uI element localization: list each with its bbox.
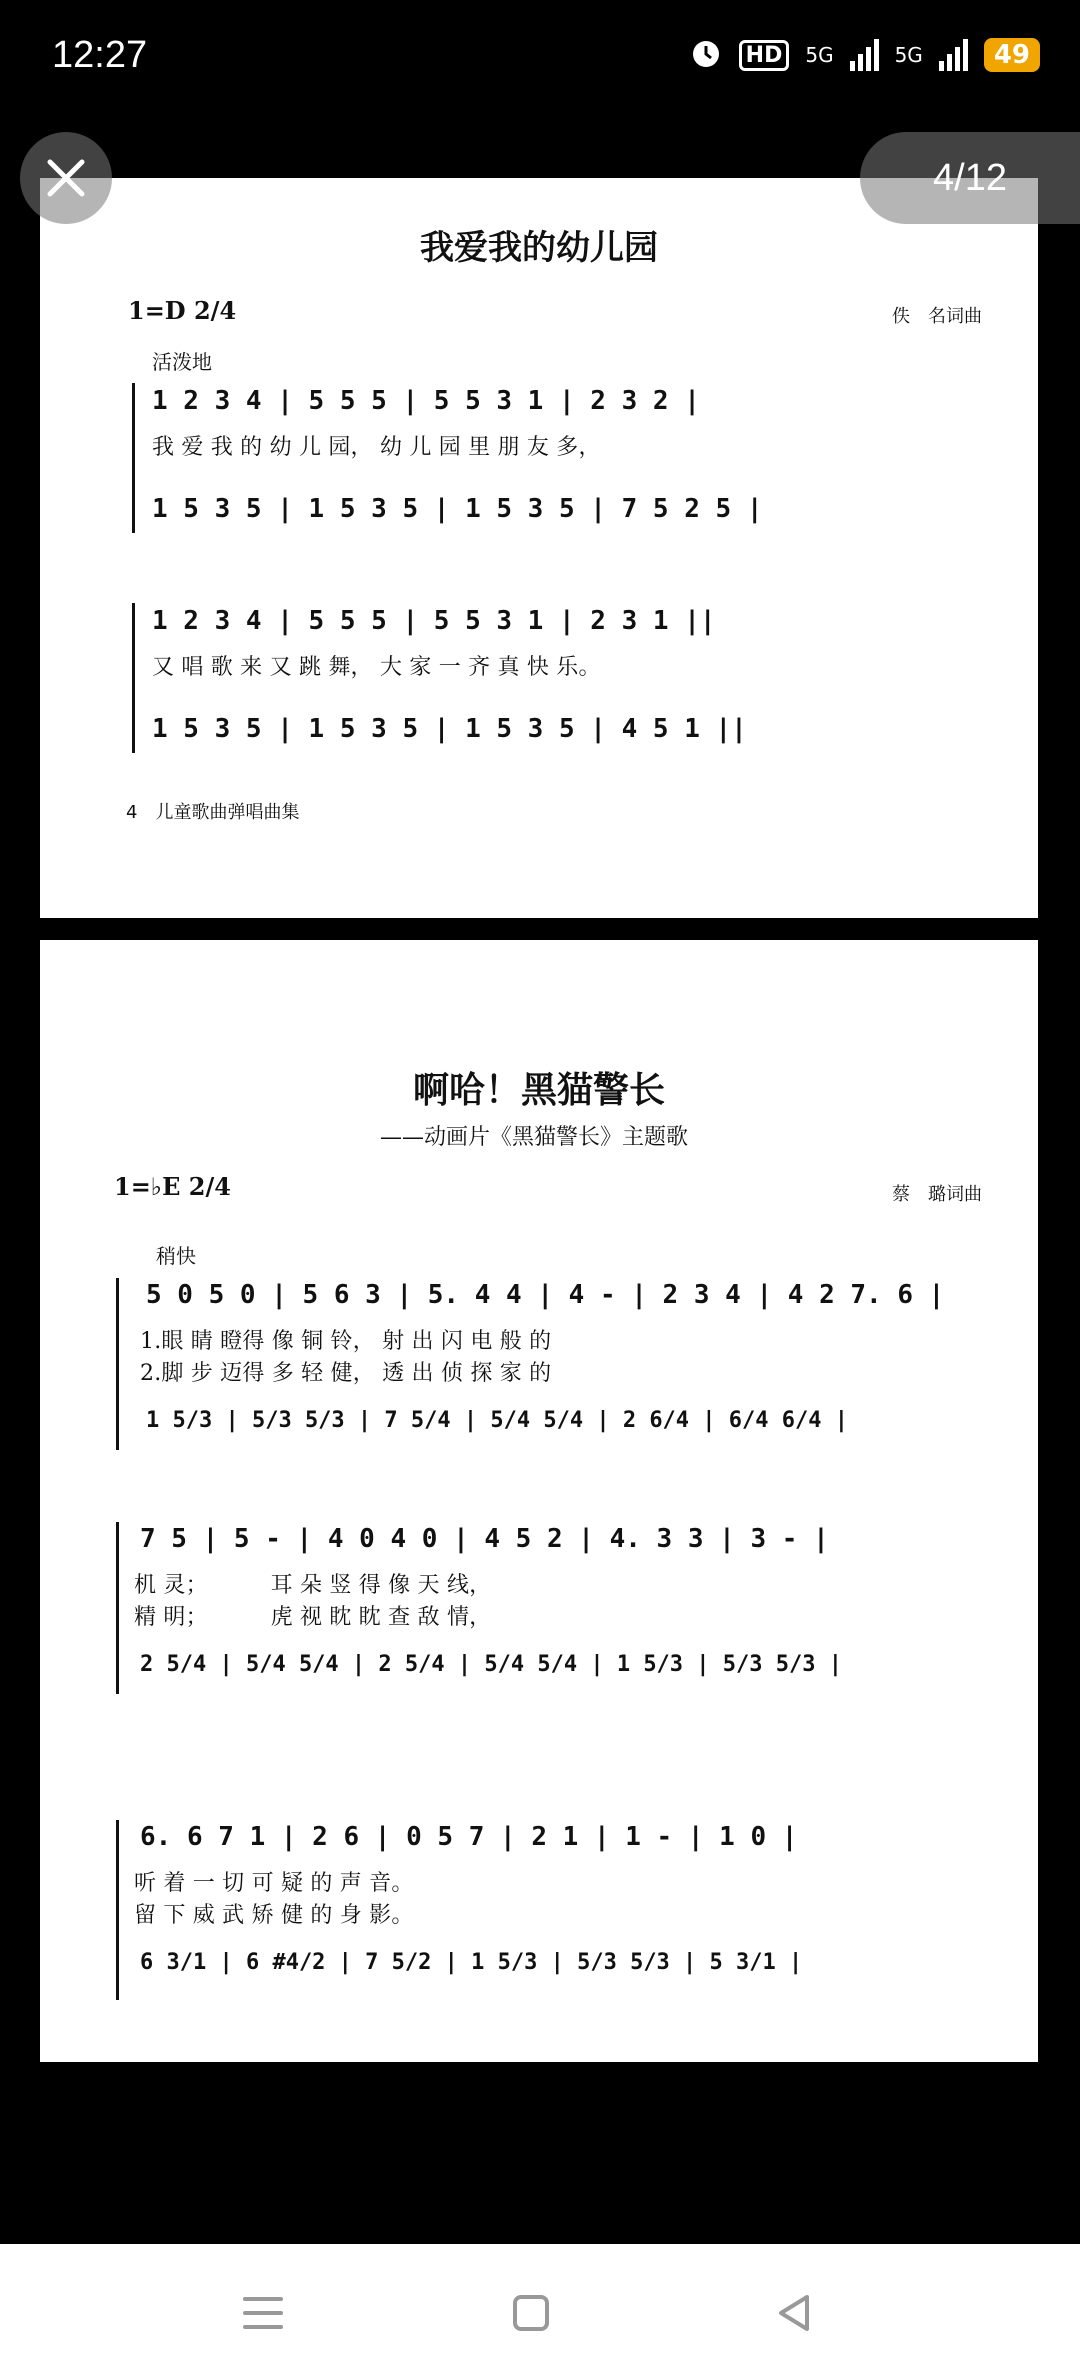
lyrics-verse-2: 精 明； 虎 视 眈 眈 查 敌 情， xyxy=(134,1605,492,1630)
status-bar xyxy=(0,0,1080,120)
melody-line: 1 2 3 4 | 5 5 5 | 5 5 3 1 | 2 3 1 || xyxy=(152,606,716,636)
signal-icon-2 xyxy=(939,39,968,71)
accompaniment-line: 6 3/1 | 6 #4/2 | 7 5/2 | 1 5/3 | 5/3 5/3 | 5 3/1 | xyxy=(140,1950,803,1975)
alarm-icon xyxy=(689,36,723,74)
back-button[interactable] xyxy=(760,2278,830,2348)
menu-icon xyxy=(241,2293,285,2333)
network-type-2: 5G xyxy=(894,43,923,67)
system-bracket xyxy=(116,1278,119,1450)
network-type: 5G xyxy=(805,43,834,67)
battery-level: 49 xyxy=(984,38,1040,72)
menu-button[interactable] xyxy=(228,2278,298,2348)
melody-line: 1 2 3 4 | 5 5 5 | 5 5 3 1 | 2 3 2 | xyxy=(152,386,700,416)
lyrics-verse-1: 机 灵； 耳 朵 竖 得 像 天 线， xyxy=(134,1573,492,1598)
clock: 12:27 xyxy=(52,34,148,76)
lyrics-line: 又 唱 歌 来 又 跳 舞， 大 家 一 齐 真 快 乐。 xyxy=(152,655,601,680)
lyrics-verse-2: 留 下 威 武 矫 健 的 身 影。 xyxy=(134,1903,414,1928)
page-counter: 4/12 xyxy=(860,132,1080,224)
melody-line: 7 5 | 5 - | 4 0 4 0 | 4 5 2 | 4. 3 3 | 3 - | xyxy=(140,1524,829,1554)
system-bracket xyxy=(132,383,135,533)
melody-line: 5 0 5 0 | 5 6 3 | 5. 4 4 | 4 - | 2 3 4 | 4 2 7. 6 | xyxy=(146,1280,945,1310)
lyrics-line: 我 爱 我 的 幼 儿 园， 幼 儿 园 里 朋 友 多， xyxy=(152,435,601,460)
system-bracket xyxy=(116,1820,119,2000)
back-icon xyxy=(775,2293,815,2333)
song-subtitle: ——动画片《黑猫警长》主题歌 xyxy=(380,1125,689,1150)
music-sheet-2[interactable] xyxy=(40,940,1038,2062)
key-signature: 1=D 2/4 xyxy=(128,296,237,325)
melody-line: 6. 6 7 1 | 2 6 | 0 5 7 | 2 1 | 1 - | 1 0 | xyxy=(140,1822,798,1852)
song-title: 我爱我的幼儿园 xyxy=(420,228,658,268)
lyrics-verse-1: 听 着 一 切 可 疑 的 声 音。 xyxy=(134,1871,414,1896)
credit: 佚 名词曲 xyxy=(892,306,982,327)
status-icons xyxy=(689,36,1040,74)
hd-voice-icon: HD xyxy=(739,40,790,71)
accompaniment-line: 1 5 3 5 | 1 5 3 5 | 1 5 3 5 | 7 5 2 5 | xyxy=(152,494,763,524)
song-title: 啊哈！黑猫警长 xyxy=(412,1069,665,1111)
key-signature: 1=♭E 2/4 xyxy=(114,1172,231,1201)
home-button[interactable] xyxy=(496,2278,566,2348)
accompaniment-line: 1 5/3 | 5/3 5/3 | 7 5/4 | 5/4 5/4 | 2 6/4 | 6/4 6/4 | xyxy=(146,1408,848,1433)
accompaniment-line: 2 5/4 | 5/4 5/4 | 2 5/4 | 5/4 5/4 | 1 5/3 | 5/3 5/3 | xyxy=(140,1652,842,1677)
lyrics-verse-2: 2.脚 步 迈得 多 轻 健， 透 出 侦 探 家 的 xyxy=(140,1361,552,1386)
page-footer: 4 儿童歌曲弹唱曲集 xyxy=(126,802,300,823)
signal-icon xyxy=(850,39,879,71)
accompaniment-line: 1 5 3 5 | 1 5 3 5 | 1 5 3 5 | 4 5 1 || xyxy=(152,714,747,744)
system-bracket xyxy=(132,603,135,753)
tempo-marking: 稍快 xyxy=(156,1244,196,1268)
lyrics-verse-1: 1.眼 睛 瞪得 像 铜 铃， 射 出 闪 电 般 的 xyxy=(140,1329,552,1354)
music-sheet-1[interactable] xyxy=(40,178,1038,918)
system-bracket xyxy=(116,1522,119,1694)
close-icon xyxy=(44,156,88,200)
home-icon xyxy=(511,2293,551,2333)
credit: 蔡 璐词曲 xyxy=(892,1184,982,1205)
tempo-marking: 活泼地 xyxy=(152,350,212,374)
navigation-bar xyxy=(0,2244,1080,2376)
close-button[interactable] xyxy=(20,132,112,224)
